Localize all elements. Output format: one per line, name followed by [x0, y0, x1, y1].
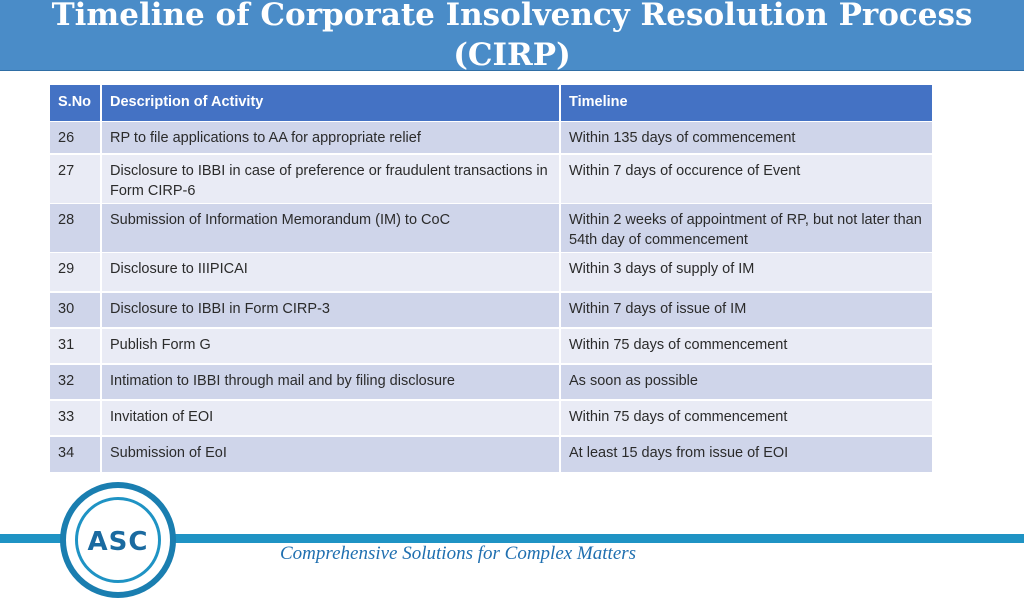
table-row — [50, 437, 932, 472]
table-row — [50, 122, 932, 153]
table-row — [50, 293, 932, 327]
logo-ring — [75, 497, 161, 583]
row-timeline: Within 3 days of supply of IM — [569, 261, 755, 277]
row-timeline: At least 15 days from issue of EOI — [569, 445, 789, 461]
header-timeline: Timeline — [569, 94, 628, 110]
table-row — [50, 329, 932, 363]
table-header-row — [50, 85, 932, 121]
table-row — [50, 253, 932, 291]
row-description: Submission of Information Memorandum (IM) to CoC — [102, 204, 561, 252]
asc-logo — [60, 482, 176, 598]
row-description: Invitation of EOI — [102, 401, 561, 435]
header-description: Description of Activity — [102, 85, 561, 121]
row-timeline: Within 7 days of occurence of Event — [569, 163, 801, 179]
title-line-2: (CIRP) — [453, 37, 571, 73]
row-description: Publish Form G — [102, 329, 561, 363]
row-sno: 30 — [50, 293, 102, 327]
slide-title — [0, 0, 1024, 71]
row-description: Disclosure to IBBI in Form CIRP-3 — [102, 293, 561, 327]
row-sno: 31 — [50, 329, 102, 363]
row-timeline: Within 2 weeks of appointment of RP, but not later than 54th day of commencement — [569, 212, 922, 248]
footer-tagline: Comprehensive Solutions for Complex Matters — [280, 543, 637, 564]
header-sno: S.No — [50, 85, 102, 121]
row-description: Disclosure to IBBI in case of preference or fraudulent transactions in Form CIRP-6 — [102, 155, 561, 203]
table-row — [50, 401, 932, 435]
row-timeline: Within 135 days of commencement — [569, 130, 796, 146]
row-sno: 27 — [50, 155, 102, 203]
row-description: Disclosure to IIIPICAI — [102, 253, 561, 291]
row-description: Intimation to IBBI through mail and by filing disclosure — [102, 365, 561, 399]
row-description: RP to file applications to AA for appropriate relief — [102, 122, 561, 153]
row-sno: 33 — [50, 401, 102, 435]
logo-text: ASC — [87, 527, 149, 557]
table-row — [50, 155, 932, 203]
row-sno: 26 — [50, 122, 102, 153]
row-timeline: Within 75 days of commencement — [569, 337, 788, 353]
row-sno: 32 — [50, 365, 102, 399]
row-timeline: Within 75 days of commencement — [569, 409, 788, 425]
title-line-1: Timeline of Corporate Insolvency Resolution Process — [51, 0, 973, 33]
row-sno: 34 — [50, 437, 102, 472]
row-timeline: As soon as possible — [569, 373, 698, 389]
row-description: Submission of EoI — [102, 437, 561, 472]
row-timeline: Within 7 days of issue of IM — [569, 301, 747, 317]
table-row — [50, 365, 932, 399]
table-row — [50, 204, 932, 252]
row-sno: 28 — [50, 204, 102, 252]
row-sno: 29 — [50, 253, 102, 291]
